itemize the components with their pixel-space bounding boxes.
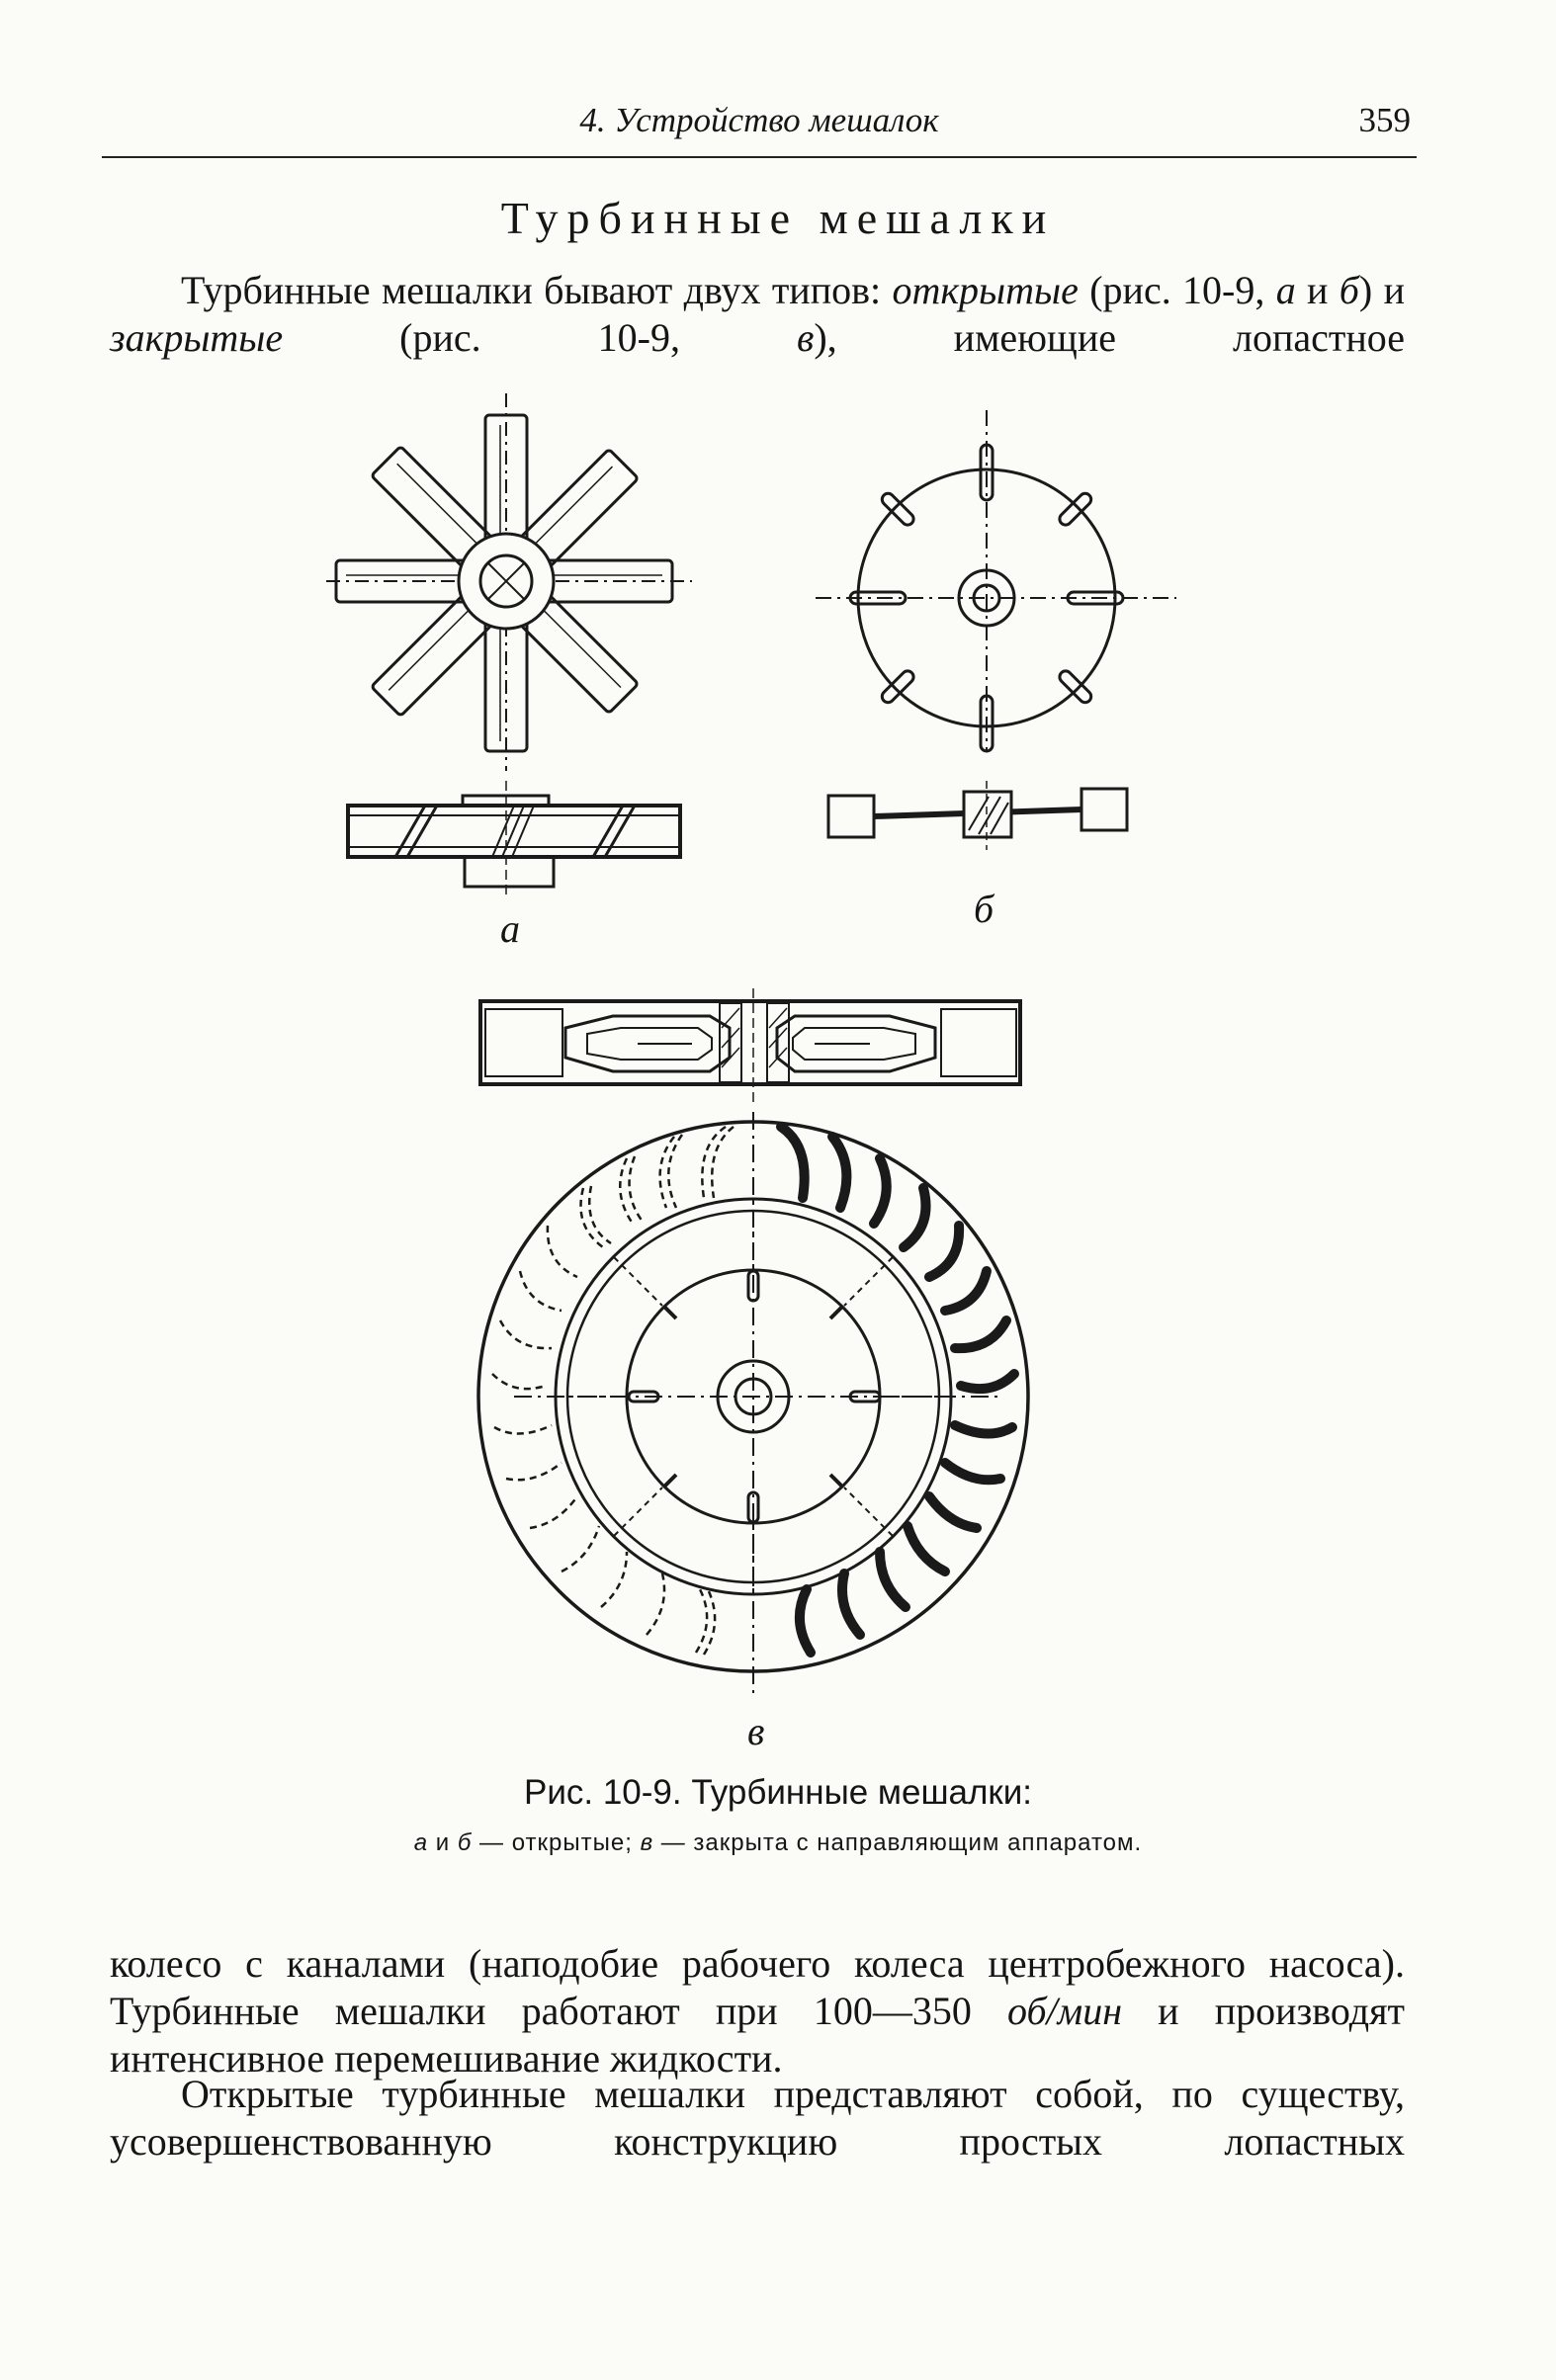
paragraph-intro: Турбинные мешалки бывают двух типов: открытые (рис. 10-9, а и б) и закрытые (рис. 10-9, в), имеющие лопастное (110, 268, 1405, 360)
drawing-v-section (480, 988, 1020, 1107)
paragraph-body-2: Открытые турбинные мешалки представляют собой, по существу, усовершенствованную конструкцию простых лопастных (110, 2072, 1405, 2164)
page-number: 359 (1358, 101, 1411, 139)
section-title: Турбинные мешалки (500, 193, 1056, 243)
figure-label-v: в (747, 1709, 765, 1753)
paragraph-body-1: колесо с каналами (наподобие рабочего колеса центробежного насоса). Турбинные мешалки работают при 100—350 об/мин и производят интенсивное перемешивание жидкости. (110, 1941, 1405, 2081)
figure-caption-legend: а и б — открытые; в — закрыта с направляющим аппаратом. (413, 1829, 1143, 1856)
drawing-v-top-view (478, 1112, 1028, 1695)
drawing-b-top-view (816, 410, 1176, 751)
drawing-a-side-view (348, 781, 680, 894)
figure-label-b: б (974, 887, 994, 931)
figure-caption: Рис. 10-9. Турбинные мешалки: (523, 1773, 1032, 1812)
drawing-a-top-view (326, 393, 692, 771)
figure-label-a: а (500, 906, 520, 951)
running-title: 4. Устройство мешалок (579, 101, 939, 139)
drawing-b-side-view (828, 781, 1127, 850)
